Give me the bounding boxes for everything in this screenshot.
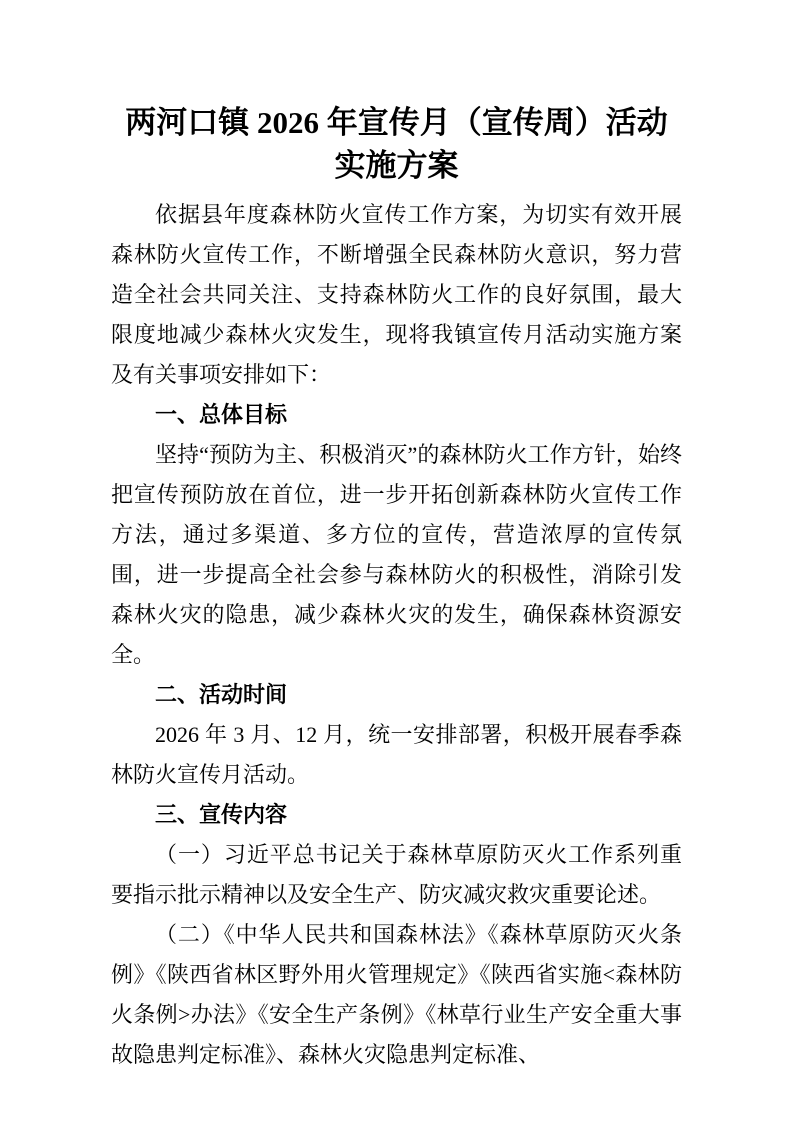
heading-section-2-activity-time: 二、活动时间 <box>155 682 288 707</box>
heading-section-3-publicity-content: 三、宣传内容 <box>155 802 288 827</box>
paragraph-activity-time: 2026 年 3 月、12 月，统一安排部署，积极开展春季森林防火宣传月活动。 <box>111 722 682 787</box>
document-title-line2: 实施方案 <box>334 148 459 183</box>
paragraph-content-item-1: （一）习近平总书记关于森林草原防灭火工作系列重要指示批示精神以及安全生产、防灾减灾救灾重要论述。 <box>111 842 682 907</box>
heading-section-1-overall-goal: 一、总体目标 <box>155 402 288 427</box>
paragraph-content-item-2: （二）《中华人民共和国森林法》《森林草原防灭火条例》《陕西省林区野外用火管理规定》《陕西省实施<森林防火条例>办法》《安全生产条例》《林草行业生产安全重大事故隐患判定标准》、森林火灾隐患判定标准、 <box>111 922 682 1067</box>
document-title <box>111 101 682 187</box>
paragraph-intro: 依据县年度森林防火宣传工作方案，为切实有效开展森林防火宣传工作，不断增强全民森林防火意识，努力营造全社会共同关注、支持森林防火工作的良好氛围，最大限度地减少森林火灾发生，现将我镇宣传月活动实施方案及有关事项安排如下： <box>111 202 682 387</box>
document-title-line1: 两河口镇 2026 年宣传月（宣传周）活动 <box>125 105 668 140</box>
paragraph-overall-goal: 坚持“预防为主、积极消灭”的森林防火工作方针，始终把宣传预防放在首位，进一步开拓创新森林防火宣传工作方法，通过多渠道、多方位的宣传，营造浓厚的宣传氛围，进一步提高全社会参与森林防火的积极性，消除引发森林火灾的隐患，减少森林火灾的发生，确保森林资源安全。 <box>111 442 682 667</box>
